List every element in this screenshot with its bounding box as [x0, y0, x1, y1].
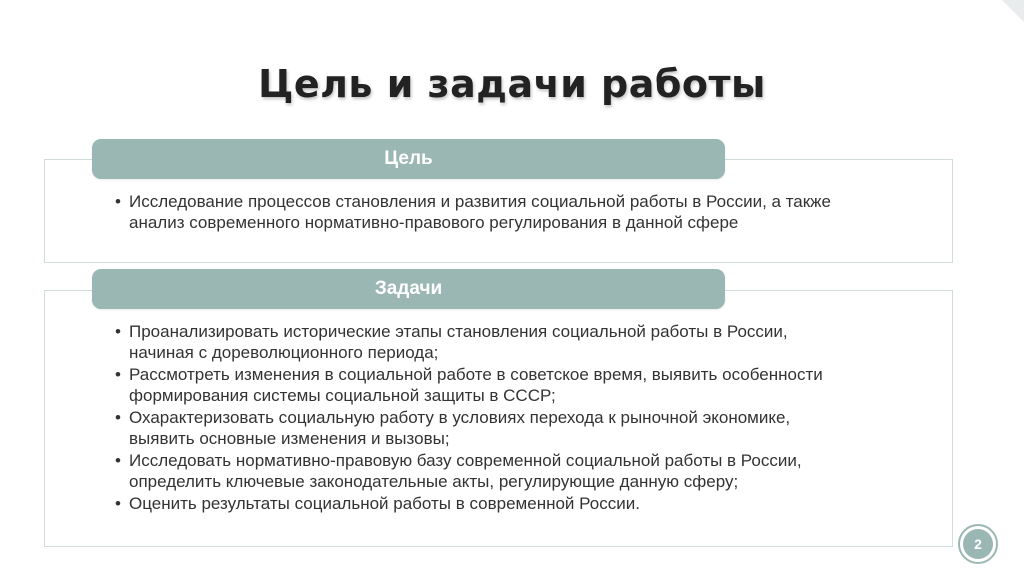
task-item: • Рассмотреть изменения в социальной работе в советское время, выявить особенности формирования системы социальной защиты в СССР; — [115, 364, 855, 406]
goal-list — [115, 191, 885, 233]
tasks-list — [115, 321, 855, 515]
page-number: 2 — [963, 529, 993, 559]
slide-title: Цель и задачи работы — [258, 62, 766, 106]
task-item: • Оценить результаты социальной работы в современной России. — [115, 493, 855, 514]
page-number-badge — [958, 524, 998, 564]
task-item: • Проанализировать исторические этапы становления социальной работы в России, начиная с дореволюционного периода; — [115, 321, 855, 363]
goal-item: • Исследование процессов становления и развития социальной работы в России, а также анализ современного нормативно-правового регулирования в данной сфере — [115, 191, 885, 233]
corner-decoration — [1002, 0, 1024, 22]
task-item: • Исследовать нормативно-правовую базу современной социальной работы в России, определить ключевые законодательные акты, регулирующие данную сферу; — [115, 450, 855, 492]
task-item: • Охарактеризовать социальную работу в условиях перехода к рыночной экономике, выявить основные изменения и вызовы; — [115, 407, 855, 449]
tasks-header: Задачи — [92, 269, 725, 309]
goal-header: Цель — [92, 139, 725, 179]
